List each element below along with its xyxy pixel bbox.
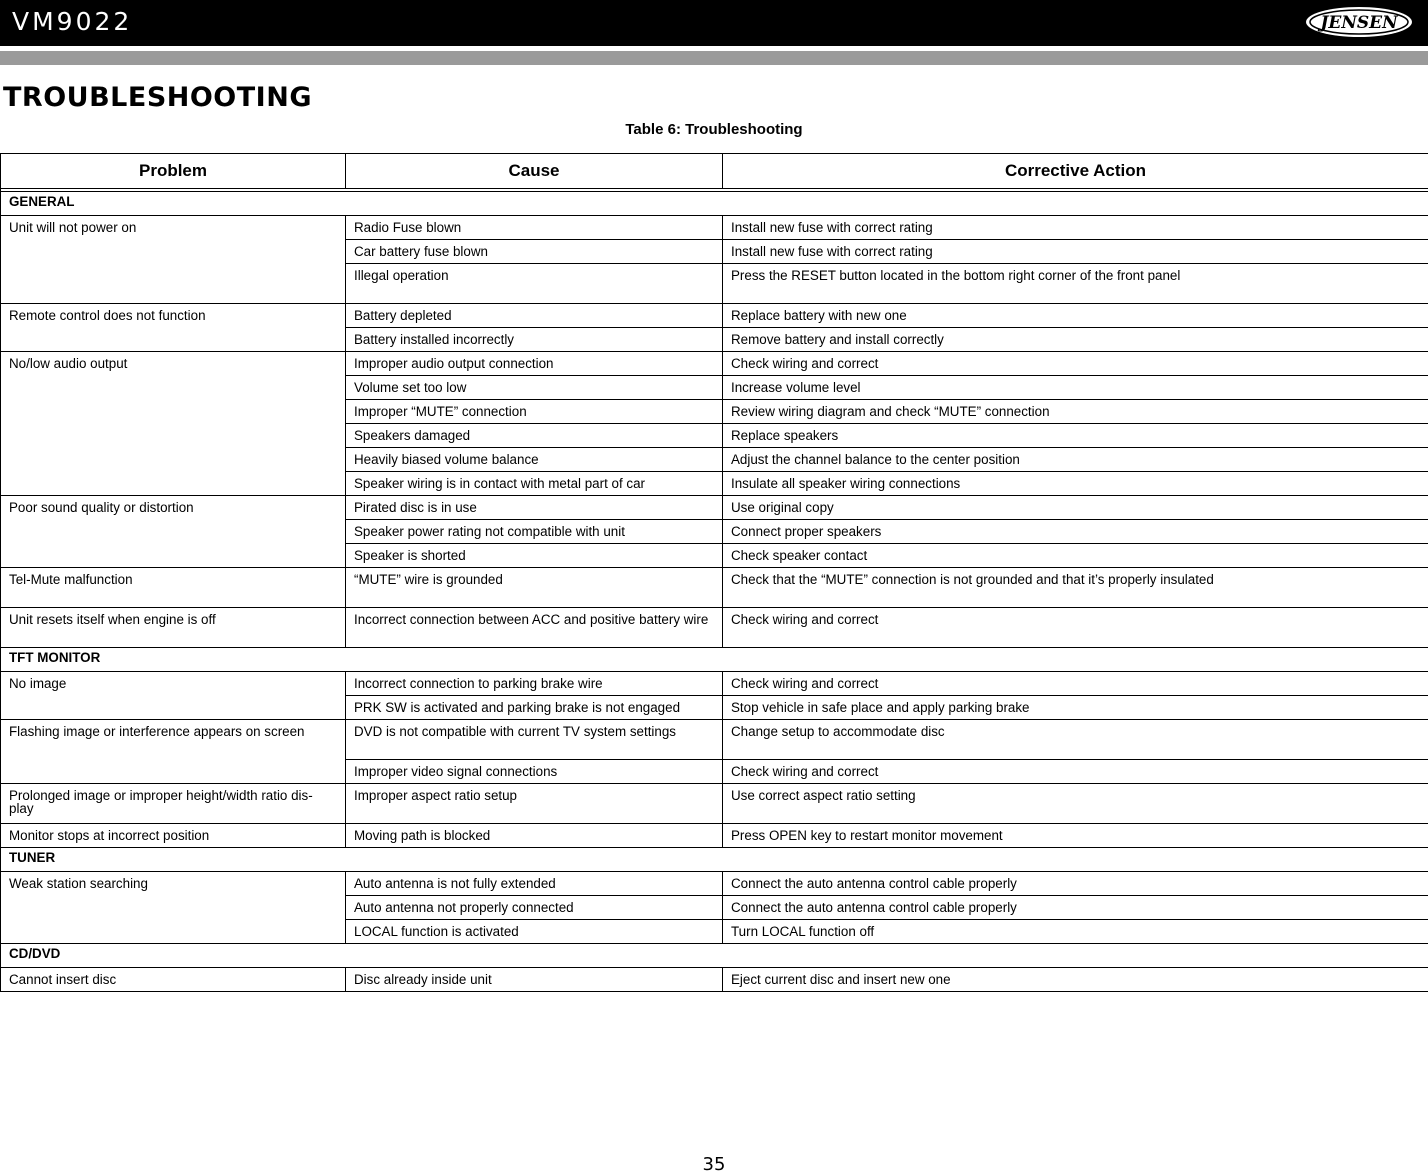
cell-action: Check wiring and correct (723, 760, 1428, 784)
cell-action: Connect the auto antenna control cable properly (723, 896, 1428, 920)
cell-action: Adjust the channel balance to the center position (723, 448, 1428, 472)
cell-action: Check that the “MUTE” connection is not grounded and that it’s properly insulated (723, 568, 1428, 608)
cell-cause: Auto antenna not properly connected (346, 896, 723, 920)
cell-cause: Disc already inside unit (346, 968, 723, 992)
cell-cause: Battery installed incorrectly (346, 328, 723, 352)
cell-cause: Pirated disc is in use (346, 496, 723, 520)
cell-problem: Monitor stops at incorrect position (1, 824, 346, 848)
cell-problem: No/low audio output (1, 352, 346, 496)
cell-action: Use correct aspect ratio setting (723, 784, 1428, 824)
cell-cause: DVD is not compatible with current TV system settings (346, 720, 723, 760)
cell-action: Stop vehicle in safe place and apply parking brake (723, 696, 1428, 720)
column-header-problem: Problem (1, 154, 346, 189)
table-header-row (1, 154, 1428, 189)
cell-cause: Auto antenna is not fully extended (346, 872, 723, 896)
cell-problem: Tel-Mute malfunction (1, 568, 346, 608)
cell-cause: LOCAL function is activated (346, 920, 723, 944)
cell-action: Eject current disc and insert new one (723, 968, 1428, 992)
table-row (1, 872, 1428, 896)
column-header-action: Corrective Action (723, 154, 1428, 189)
cell-cause: Battery depleted (346, 304, 723, 328)
cell-problem: Prolonged image or improper height/width ratio dis-play (1, 784, 346, 824)
table-row (1, 216, 1428, 240)
brand-text: JENSEN (1317, 13, 1399, 33)
cell-problem: Unit will not power on (1, 216, 346, 304)
cell-problem: No image (1, 672, 346, 720)
cell-action: Remove battery and install correctly (723, 328, 1428, 352)
cell-cause: Radio Fuse blown (346, 216, 723, 240)
cell-cause: PRK SW is activated and parking brake is not engaged (346, 696, 723, 720)
cell-problem: Flashing image or interference appears on screen (1, 720, 346, 784)
cell-problem: Unit resets itself when engine is off (1, 608, 346, 648)
table-caption: Table 6: Troubleshooting (0, 121, 1428, 138)
column-header-cause: Cause (346, 154, 723, 189)
cell-problem: Cannot insert disc (1, 968, 346, 992)
cell-cause: Speaker wiring is in contact with metal part of car (346, 472, 723, 496)
cell-cause: Illegal operation (346, 264, 723, 304)
page-title: TROUBLESHOOTING (3, 82, 312, 113)
cell-cause: Speaker power rating not compatible with unit (346, 520, 723, 544)
cell-action: Insulate all speaker wiring connections (723, 472, 1428, 496)
cell-cause: Speakers damaged (346, 424, 723, 448)
table-row (1, 608, 1428, 648)
gray-band (0, 51, 1428, 65)
section-row (1, 192, 1428, 216)
troubleshooting-table (0, 153, 1428, 992)
cell-cause: Heavily biased volume balance (346, 448, 723, 472)
cell-cause: Incorrect connection to parking brake wire (346, 672, 723, 696)
table-row (1, 784, 1428, 824)
cell-action: Replace speakers (723, 424, 1428, 448)
table-row (1, 496, 1428, 520)
section-heading: CD/DVD (1, 944, 1428, 968)
cell-problem: Weak station searching (1, 872, 346, 944)
table-row (1, 720, 1428, 760)
cell-cause: Volume set too low (346, 376, 723, 400)
cell-problem: Poor sound quality or distortion (1, 496, 346, 568)
cell-action: Check speaker contact (723, 544, 1428, 568)
section-row (1, 648, 1428, 672)
cell-cause: Speaker is shorted (346, 544, 723, 568)
cell-action: Review wiring diagram and check “MUTE” connection (723, 400, 1428, 424)
cell-cause: Car battery fuse blown (346, 240, 723, 264)
cell-problem: Remote control does not function (1, 304, 346, 352)
section-heading: TFT MONITOR (1, 648, 1428, 672)
cell-cause: Incorrect connection between ACC and positive battery wire (346, 608, 723, 648)
section-row (1, 848, 1428, 872)
table-row (1, 568, 1428, 608)
cell-action: Use original copy (723, 496, 1428, 520)
cell-action: Connect proper speakers (723, 520, 1428, 544)
cell-action: Increase volume level (723, 376, 1428, 400)
model-name: VM9022 (12, 7, 132, 36)
section-heading: GENERAL (1, 192, 1428, 216)
cell-cause: Moving path is blocked (346, 824, 723, 848)
jensen-logo (1304, 5, 1414, 39)
section-row (1, 944, 1428, 968)
cell-cause: “MUTE” wire is grounded (346, 568, 723, 608)
header-bar (0, 0, 1428, 46)
table-row (1, 824, 1428, 848)
cell-action: Turn LOCAL function off (723, 920, 1428, 944)
cell-action: Check wiring and correct (723, 608, 1428, 648)
cell-action: Change setup to accommodate disc (723, 720, 1428, 760)
cell-cause: Improper audio output connection (346, 352, 723, 376)
cell-action: Check wiring and correct (723, 352, 1428, 376)
cell-action: Install new fuse with correct rating (723, 216, 1428, 240)
cell-action: Install new fuse with correct rating (723, 240, 1428, 264)
table-row (1, 352, 1428, 376)
cell-action: Check wiring and correct (723, 672, 1428, 696)
table-row (1, 672, 1428, 696)
cell-action: Press OPEN key to restart monitor movement (723, 824, 1428, 848)
cell-cause: Improper aspect ratio setup (346, 784, 723, 824)
table-body (1, 189, 1428, 992)
cell-cause: Improper video signal connections (346, 760, 723, 784)
section-heading: TUNER (1, 848, 1428, 872)
table-row (1, 304, 1428, 328)
table-row (1, 968, 1428, 992)
page-number: 35 (0, 1154, 1428, 1175)
cell-action: Connect the auto antenna control cable properly (723, 872, 1428, 896)
cell-action: Replace battery with new one (723, 304, 1428, 328)
cell-cause: Improper “MUTE” connection (346, 400, 723, 424)
cell-action: Press the RESET button located in the bottom right corner of the front panel (723, 264, 1428, 304)
